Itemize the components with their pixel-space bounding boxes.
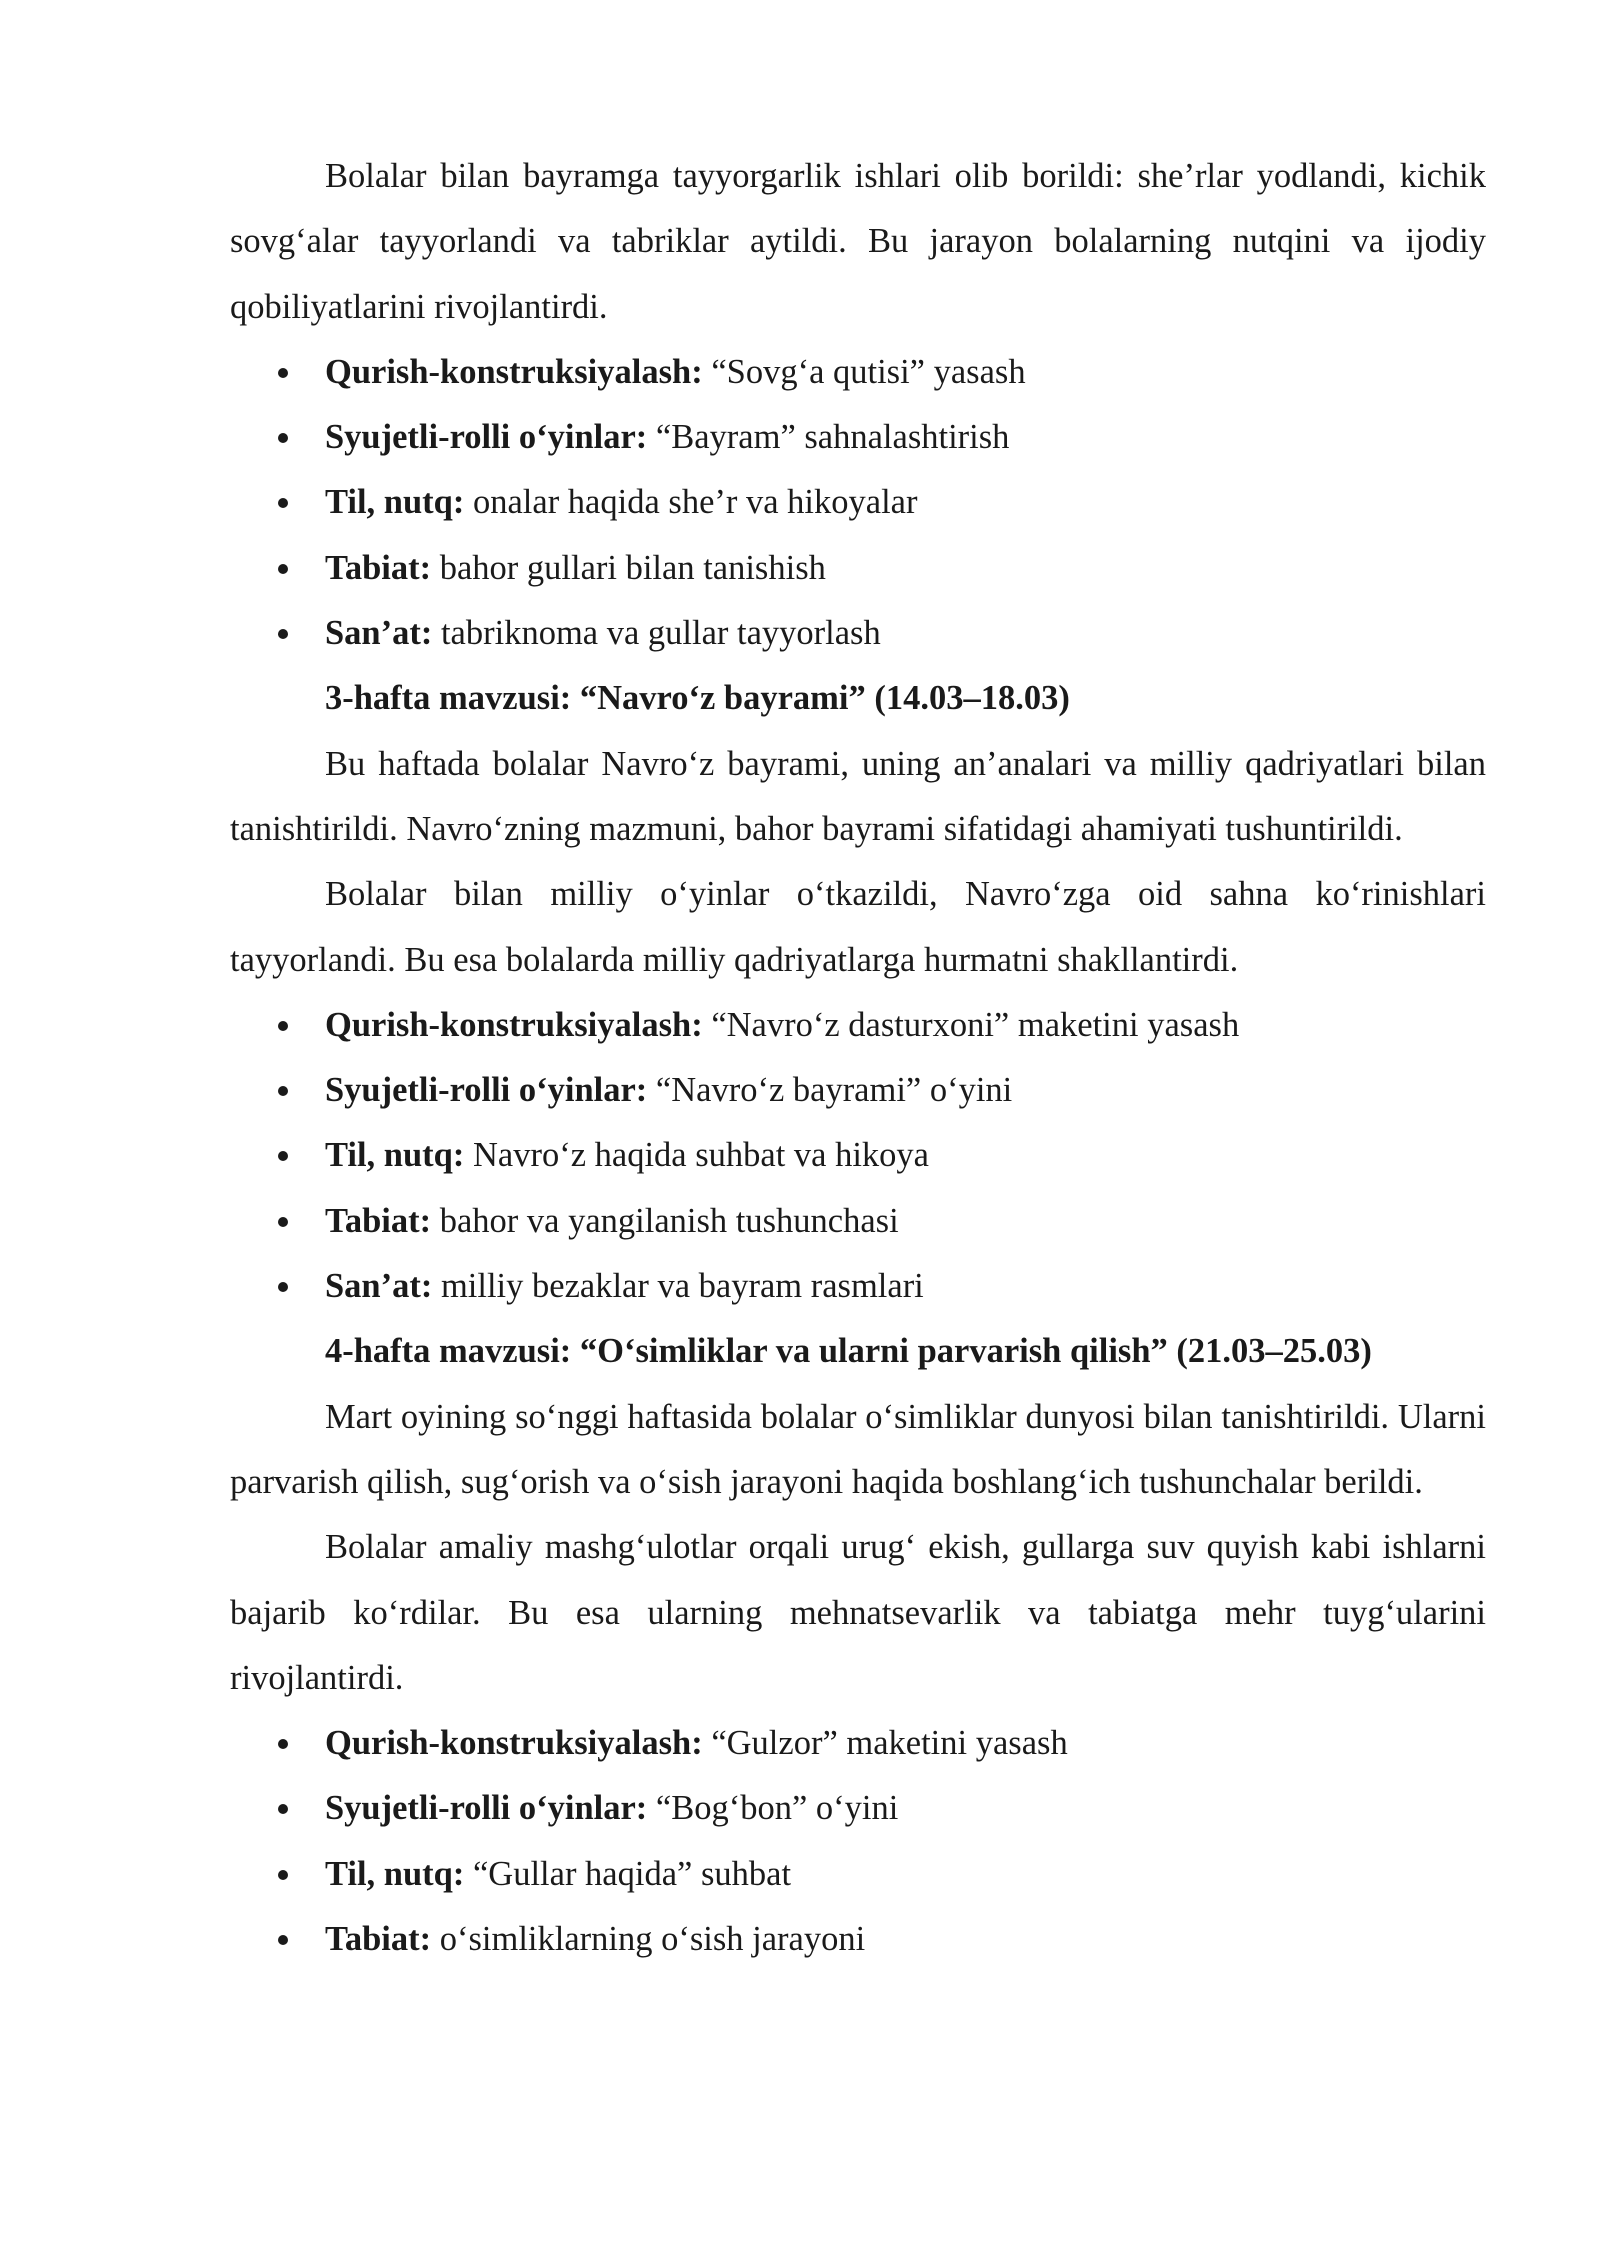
list-item-text: “Bayram” sahnalashtirish: [655, 418, 1010, 457]
list-item-text: milliy bezaklar va bayram rasmlari: [440, 1267, 924, 1306]
list-item-label: Qurish-konstruksiyalash:: [325, 1005, 703, 1044]
list-item: [230, 1776, 1486, 1841]
list-item-label: Til, nutq:: [325, 483, 465, 522]
paragraph-practical-work: Bolalar amaliy mashg‘ulotlar orqali urug‘ ekish, gullarga suv quyish kabi ishlarni bajarib ko‘rdilar. Bu esa ularning mehnatsevarlik va tabiatga mehr tuyg‘ularini rivojlantirdi.: [230, 1528, 1486, 1697]
list-item: [230, 1711, 1486, 1776]
list-item: [230, 1842, 1486, 1907]
list-item-label: Syujetli-rolli o‘yinlar:: [325, 1071, 648, 1110]
bullet-icon: [278, 1870, 288, 1880]
bullet-icon: [278, 1282, 288, 1292]
list-item-label: Syujetli-rolli o‘yinlar:: [325, 418, 648, 457]
list-item-text: “Navro‘z dasturxoni” maketini yasash: [711, 1005, 1240, 1044]
heading-week4: 4-hafta mavzusi: “O‘simliklar va ularni parvarish qilish” (21.03–25.03): [325, 1332, 1372, 1371]
bullet-icon: [278, 1217, 288, 1227]
list-item-label: Qurish-konstruksiyalash:: [325, 352, 703, 391]
list-item: [230, 1058, 1486, 1123]
bullet-icon: [278, 629, 288, 639]
paragraph-navruz-intro: Bu haftada bolalar Navro‘z bayrami, uning an’analari va milliy qadriyatlari bilan tanishtirildi. Navro‘zning mazmuni, bahor bayrami sifatidagi ahamiyati tushuntirildi.: [230, 744, 1486, 848]
bullet-icon: [278, 1151, 288, 1161]
bullet-icon: [278, 564, 288, 574]
paragraph-holiday-preparation: Bolalar bilan bayramga tayyorgarlik ishlari olib borildi: she’rlar yodlandi, kichik sovg‘alar tayyorlandi va tabriklar aytildi. Bu jarayon bolalarning nutqini va ijodiy qobiliyatlarini rivojlantirdi.: [230, 157, 1486, 326]
bullet-icon: [278, 1935, 288, 1945]
list-item: [230, 1254, 1486, 1319]
document-page: [230, 144, 1486, 1972]
list-item-text: onalar haqida she’r va hikoyalar: [472, 483, 918, 522]
list-item-label: Tabiat:: [325, 1920, 432, 1959]
paragraph-plants-intro: Mart oyining so‘nggi haftasida bolalar o‘simliklar dunyosi bilan tanishtirildi. Ularni parvarish qilish, sug‘orish va o‘sish jarayoni haqida boshlang‘ich tushunchalar berildi.: [230, 1397, 1486, 1501]
list-item-label: Syujetli-rolli o‘yinlar:: [325, 1789, 648, 1828]
heading-week3: 3-hafta mavzusi: “Navro‘z bayrami” (14.03–18.03): [325, 679, 1070, 718]
list-item-label: San’at:: [325, 614, 433, 653]
list-item-text: “Bog‘bon” o‘yini: [655, 1789, 899, 1828]
activity-list-week2: [230, 340, 1486, 666]
bullet-icon: [278, 1021, 288, 1031]
bullet-icon: [278, 1086, 288, 1096]
list-item: [230, 1907, 1486, 1972]
list-item-label: San’at:: [325, 1267, 433, 1306]
list-item: [230, 1189, 1486, 1254]
list-item: [230, 993, 1486, 1058]
list-item-text: bahor gullari bilan tanishish: [439, 548, 826, 587]
list-item-text: bahor va yangilanish tushunchasi: [439, 1201, 899, 1240]
list-item-label: Qurish-konstruksiyalash:: [325, 1724, 703, 1763]
activity-list-week4: [230, 1711, 1486, 1972]
list-item: [230, 1123, 1486, 1188]
bullet-icon: [278, 1804, 288, 1814]
list-item: [230, 340, 1486, 405]
list-item-text: “Gulzor” maketini yasash: [711, 1724, 1068, 1763]
list-item-text: “Sovg‘a qutisi” yasash: [711, 352, 1026, 391]
list-item-label: Til, nutq:: [325, 1136, 465, 1175]
bullet-icon: [278, 498, 288, 508]
list-item-label: Tabiat:: [325, 1201, 432, 1240]
list-item-text: o‘simliklarning o‘sish jarayoni: [439, 1920, 866, 1959]
list-item: [230, 601, 1486, 666]
list-item-text: “Navro‘z bayrami” o‘yini: [655, 1071, 1013, 1110]
bullet-icon: [278, 368, 288, 378]
list-item-label: Tabiat:: [325, 548, 432, 587]
bullet-icon: [278, 1739, 288, 1749]
list-item-label: Til, nutq:: [325, 1854, 465, 1893]
list-item: [230, 536, 1486, 601]
list-item: [230, 470, 1486, 535]
list-item: [230, 405, 1486, 470]
list-item-text: Navro‘z haqida suhbat va hikoya: [472, 1136, 929, 1175]
list-item-text: tabriknoma va gullar tayyorlash: [440, 614, 881, 653]
bullet-icon: [278, 433, 288, 443]
paragraph-national-games: Bolalar bilan milliy o‘yinlar o‘tkazildi, Navro‘zga oid sahna ko‘rinishlari tayyorlandi. Bu esa bolalarda milliy qadriyatlarga hurmatni shakllantirdi.: [230, 875, 1486, 979]
list-item-text: “Gullar haqida” suhbat: [472, 1854, 792, 1893]
activity-list-week3: [230, 993, 1486, 1319]
